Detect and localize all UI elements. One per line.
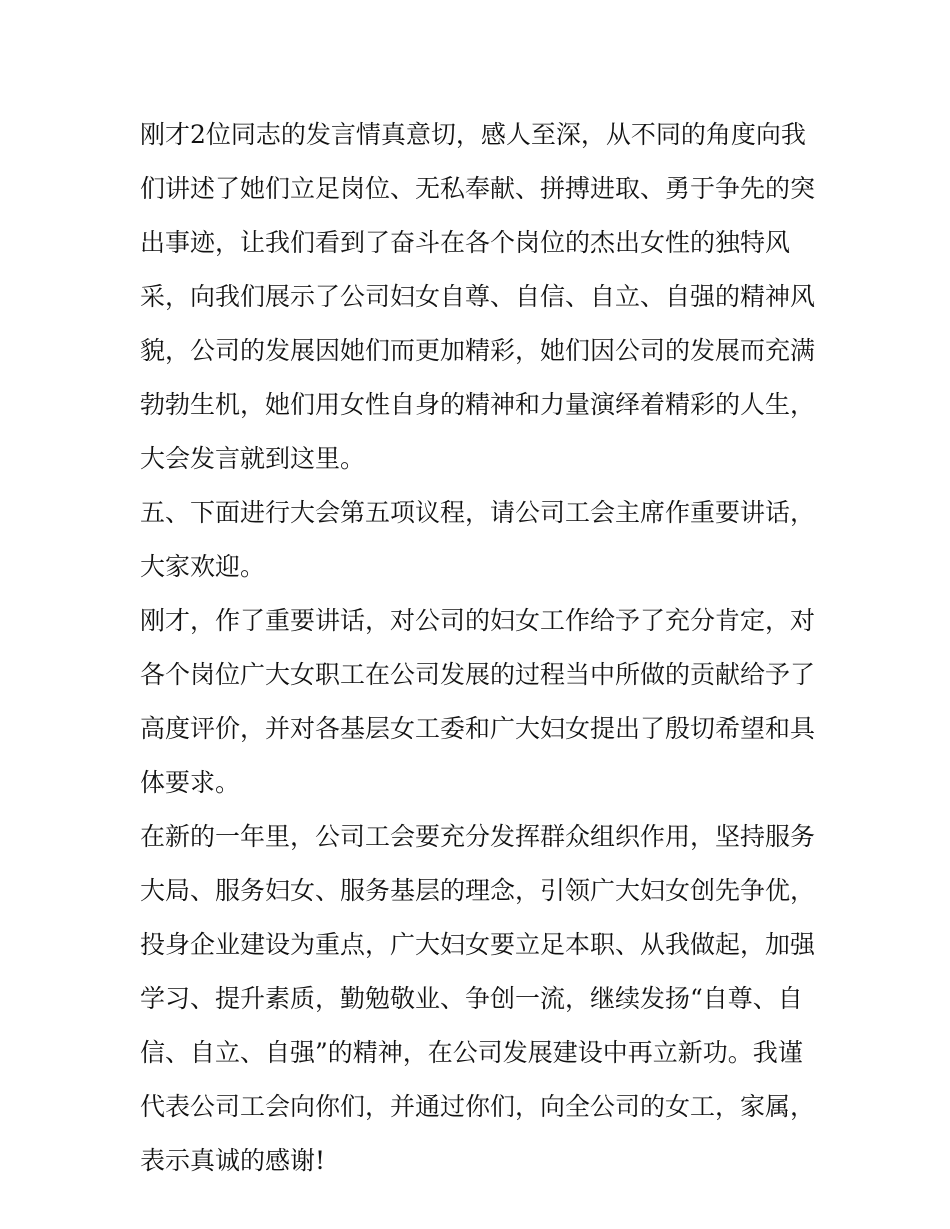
text-line: 五、下面进行大会第五项议程，请公司工会主席作重要讲话， [140,498,816,527]
text-line: 勃勃生机，她们用女性自身的精神和力量演绎着精彩的人生， [140,390,816,419]
text-line: 在新的一年里，公司工会要充分发挥群众组织作用，坚持服务 [140,822,816,851]
text-line: 刚才2位同志的发言情真意切，感人至深，从不同的角度向我 [140,120,806,149]
document-body [140,108,820,1188]
text-line: 们讲述了她们立足岗位、无私奉献、拼搏进取、勇于争先的突 [140,174,816,203]
text-line: 大家欢迎。 [140,552,266,581]
text-line: 信、自立、自强”的精神，在公司发展建设中再立新功。我谨 [140,1038,803,1067]
text-line: 代表公司工会向你们，并通过你们，向全公司的女工，家属， [140,1092,816,1121]
text-line: 投身企业建设为重点，广大妇女要立足本职、从我做起，加强 [140,930,816,959]
text-line: 大局、服务妇女、服务基层的理念，引领广大妇女创先争优， [140,876,816,905]
text-line: 学习、提升素质，勤勉敬业、争创一流，继续发扬“自尊、自 [140,984,803,1013]
text-line: 大会发言就到这里。 [140,444,366,473]
text-line: 高度评价，并对各基层女工委和广大妇女提出了殷切希望和具 [140,714,816,743]
text-line: 表示真诚的感谢! [140,1146,326,1175]
text-line: 刚才，作了重要讲话，对公司的妇女工作给予了充分肯定，对 [140,606,816,635]
text-line: 采，向我们展示了公司妇女自尊、自信、自立、自强的精神风 [140,282,816,311]
text-line: 貌，公司的发展因她们而更加精彩，她们因公司的发展而充满 [140,336,816,365]
text-line: 各个岗位广大女职工在公司发展的过程当中所做的贡献给予了 [140,660,816,689]
text-line: 体要求。 [140,768,241,797]
text-line: 出事迹，让我们看到了奋斗在各个岗位的杰出女性的独特风 [140,228,791,257]
